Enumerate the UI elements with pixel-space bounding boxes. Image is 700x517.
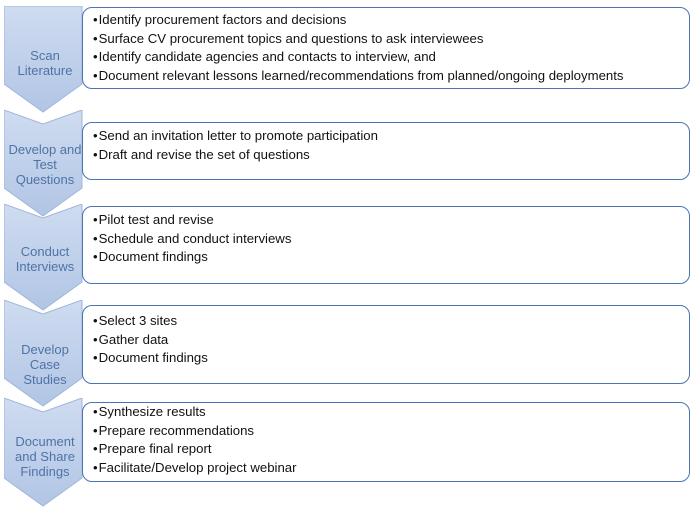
step-label-line: Test bbox=[33, 157, 57, 172]
list-item: • Select 3 sites bbox=[93, 312, 683, 331]
step-label bbox=[8, 48, 82, 78]
step-chevron-document-share-findings bbox=[4, 398, 88, 508]
step-label-line: Document bbox=[15, 434, 75, 449]
step-label-line: Literature bbox=[17, 63, 73, 78]
list-item: • Surface CV procurement topics and questions to ask interviewees bbox=[93, 30, 683, 49]
step-label-line: Develop and bbox=[8, 142, 82, 157]
step-label bbox=[8, 142, 82, 187]
list-item: • Pilot test and revise bbox=[93, 211, 683, 230]
step-chevron-develop-case-studies bbox=[4, 300, 88, 408]
list-item: • Send an invitation letter to promote participation bbox=[93, 127, 683, 146]
step-detail-box-document-share-findings bbox=[82, 402, 690, 482]
step-label-line: Case Studies bbox=[23, 357, 67, 387]
step-label-line: Conduct bbox=[20, 244, 70, 259]
step-label-line: Develop bbox=[21, 342, 69, 357]
list-item: • Draft and revise the set of questions bbox=[93, 146, 683, 165]
list-item: • Gather data bbox=[93, 331, 683, 350]
step-detail-box-develop-test-questions bbox=[82, 122, 690, 180]
step-label bbox=[8, 244, 82, 274]
step-label-line: Scan bbox=[30, 48, 60, 63]
list-item: • Synthesize results bbox=[93, 403, 683, 422]
list-item: • Document findings bbox=[93, 248, 683, 267]
list-item: • Prepare final report bbox=[93, 440, 683, 459]
step-label-line: and Share bbox=[15, 449, 75, 464]
list-item: • Identify procurement factors and decisions bbox=[93, 11, 683, 30]
step-label-line: Questions bbox=[15, 172, 75, 187]
step-chevron-conduct-interviews bbox=[4, 204, 88, 312]
step-label-line: Interviews bbox=[15, 259, 75, 274]
step-detail-box-scan-literature bbox=[82, 7, 690, 89]
step-chevron-develop-test-questions bbox=[4, 110, 88, 218]
list-item: • Document findings bbox=[93, 349, 683, 368]
list-item: • Prepare recommendations bbox=[93, 422, 683, 441]
list-item: • Document relevant lessons learned/recommendations from planned/ongoing deployments bbox=[93, 67, 683, 86]
step-label bbox=[8, 342, 82, 387]
step-detail-box-conduct-interviews bbox=[82, 206, 690, 284]
list-item: • Schedule and conduct interviews bbox=[93, 230, 683, 249]
step-label bbox=[8, 434, 82, 479]
step-chevron-scan-literature bbox=[4, 6, 88, 114]
step-label-line: Findings bbox=[20, 464, 70, 479]
list-item: • Identify candidate agencies and contacts to interview, and bbox=[93, 48, 683, 67]
step-detail-box-develop-case-studies bbox=[82, 305, 690, 384]
list-item: • Facilitate/Develop project webinar bbox=[93, 459, 683, 478]
